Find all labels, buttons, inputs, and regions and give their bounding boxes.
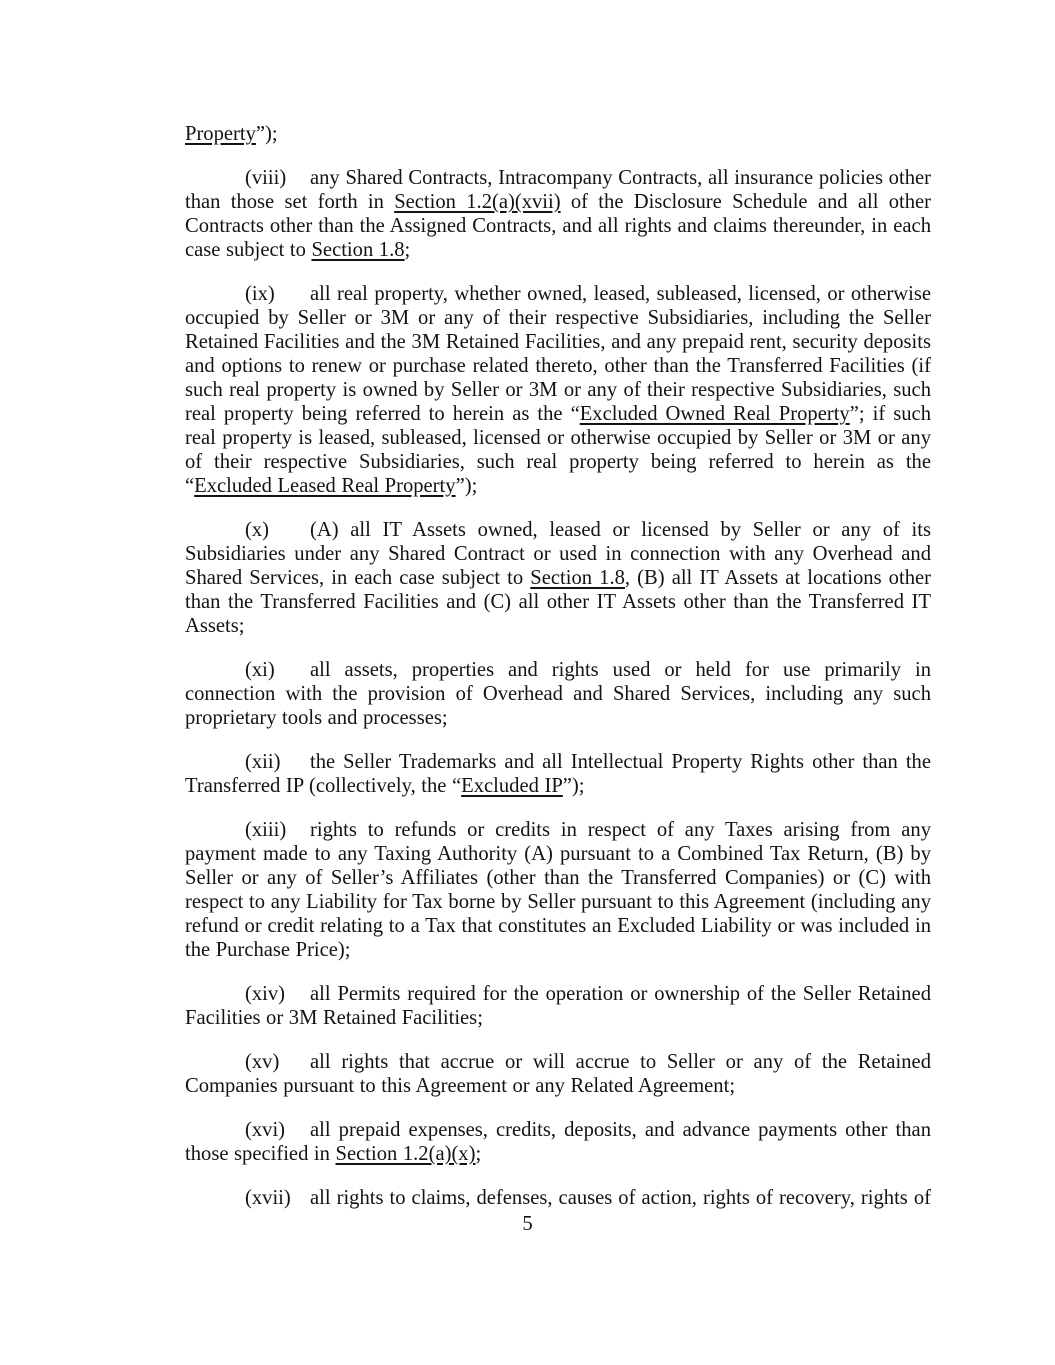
text-run: of the Disclosure Schedule and all other Contracts other than the Assigned Contracts, and all rights and claims thereunder, in each case subject to bbox=[185, 191, 932, 261]
text-run: , (B) all IT Assets at locations other than the Transferred Facilities and (C) all other IT Assets other than the Transferred IT Assets; bbox=[185, 567, 931, 637]
list-item-label: (xiii) bbox=[245, 819, 287, 841]
text-run: ; bbox=[475, 1143, 482, 1165]
page-number: 5 bbox=[522, 1213, 533, 1235]
text-run: ”); bbox=[562, 775, 585, 797]
list-item-xiii bbox=[185, 818, 931, 962]
list-item-x bbox=[185, 518, 931, 638]
text-run: ”); bbox=[255, 123, 278, 145]
defined-term: Property bbox=[185, 123, 256, 145]
list-item-label: (x) bbox=[245, 519, 270, 541]
text-run: ”; if such real property is leased, subleased, licensed or otherwise occupied by Seller or 3M or any of their respective Subsidiaries, such real property being referred to herein as the “ bbox=[185, 403, 931, 497]
list-item-label: (ix) bbox=[245, 283, 275, 305]
list-item-label: (viii) bbox=[245, 167, 287, 189]
list-item-label: (xi) bbox=[245, 659, 275, 681]
list-item-label: (xiv) bbox=[245, 983, 286, 1005]
text-run: all assets, properties and rights used or held for use primarily in connection with the provision of Overhead and Shared Services, including any such proprietary tools and processes; bbox=[185, 659, 931, 729]
list-item-xi bbox=[185, 658, 931, 730]
document-body bbox=[185, 122, 931, 1230]
list-item-xiv bbox=[185, 982, 931, 1030]
list-item-xv bbox=[185, 1050, 931, 1098]
text-run: all rights that accrue or will accrue to Seller or any of the Retained Companies pursuant to this Agreement or any Related Agreement; bbox=[185, 1051, 931, 1097]
text-run: ”); bbox=[455, 475, 478, 497]
text-run: all real property, whether owned, leased, subleased, licensed, or otherwise occupied by Seller or 3M or any of their respective Subsidiaries, including the Seller Retained Facilities and the 3M Retained Facilities, and any prepaid rent, security deposits and options to renew or purchase related thereto, other than the Transferred Facilities (if such real property is owned by Seller or 3M or any of their respective Subsidiaries, such real property being referred to herein as the “ bbox=[185, 283, 931, 425]
text-run: all prepaid expenses, credits, deposits, and advance payments other than those specified in bbox=[185, 1119, 931, 1165]
list-item-ix bbox=[185, 282, 931, 498]
list-item-label: (xvii) bbox=[245, 1187, 291, 1209]
text-run: rights to refunds or credits in respect of any Taxes arising from any payment made to any Taxing Authority (A) pursuant to a Combined Tax Return, (B) by Seller or any of Seller’s Affiliates (other than the Transferred Companies) or (C) with respect to any Liability for Tax borne by Seller pursuant to this Agreement (including any refund or credit relating to a Tax that constitutes an Excluded Liability or was included in the Purchase Price); bbox=[185, 819, 931, 961]
text-run: all rights to claims, defenses, causes of action, rights of recovery, rights of bbox=[310, 1187, 931, 1209]
section-reference: Section 1.8 bbox=[530, 567, 625, 589]
continuation-paragraph bbox=[185, 122, 931, 146]
text-run: any Shared Contracts, Intracompany Contracts, all insurance policies other than those set forth in bbox=[185, 167, 931, 213]
list-item-viii bbox=[185, 166, 931, 262]
list-item-xvi bbox=[185, 1118, 931, 1166]
list-item-label: (xvi) bbox=[245, 1119, 286, 1141]
list-item-xii bbox=[185, 750, 931, 798]
text-run: (A) all IT Assets owned, leased or licensed by Seller or any of its Subsidiaries under any Shared Contract or used in connection with any Overhead and Shared Services, in each case subject to bbox=[185, 519, 931, 589]
text-run: all Permits required for the operation or ownership of the Seller Retained Facilities or 3M Retained Facilities; bbox=[185, 983, 931, 1029]
section-reference: Section 1.2(a)(x) bbox=[335, 1143, 476, 1165]
section-reference: Section 1.8 bbox=[311, 239, 405, 261]
defined-term: Excluded IP bbox=[461, 775, 563, 797]
section-reference: Section 1.2(a)(xvii) bbox=[394, 191, 561, 213]
list-item-label: (xii) bbox=[245, 751, 281, 773]
text-run: the Seller Trademarks and all Intellectual Property Rights other than the Transferred IP (collectively, the “ bbox=[185, 751, 931, 797]
list-item-label: (xv) bbox=[245, 1051, 280, 1073]
defined-term: Excluded Owned Real Property bbox=[579, 403, 850, 425]
defined-term: Excluded Leased Real Property bbox=[194, 475, 456, 497]
list-item-xvii bbox=[185, 1186, 931, 1210]
text-run: ; bbox=[404, 239, 411, 261]
